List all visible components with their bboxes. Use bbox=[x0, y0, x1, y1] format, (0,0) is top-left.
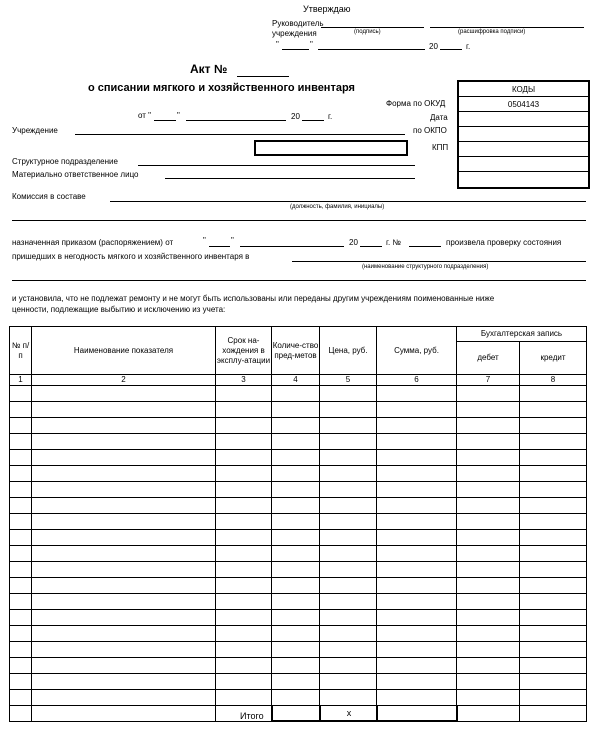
total-qty-cell[interactable] bbox=[272, 706, 321, 721]
commission-line[interactable] bbox=[110, 201, 586, 202]
table-cell[interactable] bbox=[32, 626, 216, 642]
col-num-header: № п/п bbox=[10, 327, 32, 375]
unit-line-2[interactable] bbox=[12, 280, 586, 281]
table-cell[interactable] bbox=[272, 658, 320, 674]
table-cell[interactable] bbox=[216, 482, 272, 498]
table-cell[interactable] bbox=[320, 610, 377, 626]
table-cell[interactable] bbox=[457, 498, 520, 514]
table-cell[interactable] bbox=[32, 546, 216, 562]
table-cell[interactable] bbox=[520, 562, 587, 578]
order-number-line[interactable] bbox=[409, 246, 441, 247]
table-cell[interactable] bbox=[272, 626, 320, 642]
table-cell[interactable] bbox=[10, 642, 32, 658]
table-cell[interactable] bbox=[32, 594, 216, 610]
table-cell[interactable] bbox=[216, 418, 272, 434]
col-credit-header: кредит bbox=[520, 342, 587, 375]
table-cell[interactable] bbox=[320, 402, 377, 418]
table-cell[interactable] bbox=[32, 498, 216, 514]
table-row bbox=[10, 546, 587, 562]
table-cell[interactable] bbox=[377, 642, 457, 658]
okpo-cell[interactable] bbox=[459, 127, 588, 142]
table-cell[interactable] bbox=[216, 674, 272, 690]
act-date-quote: " bbox=[177, 111, 180, 120]
table-row bbox=[10, 466, 587, 482]
table-cell[interactable] bbox=[10, 514, 32, 530]
table-cell[interactable] bbox=[32, 706, 216, 722]
table-cell[interactable] bbox=[520, 418, 587, 434]
table-cell[interactable] bbox=[272, 690, 320, 706]
head-signature-line[interactable] bbox=[321, 27, 424, 28]
table-cell[interactable] bbox=[216, 562, 272, 578]
table-cell[interactable] bbox=[377, 594, 457, 610]
table-row bbox=[10, 450, 587, 466]
head-label-line2: учреждения bbox=[272, 29, 317, 38]
table-body bbox=[10, 386, 587, 722]
table-cell[interactable] bbox=[216, 610, 272, 626]
okpo-label: по ОКПО bbox=[413, 126, 447, 135]
table-row bbox=[10, 418, 587, 434]
column-number-cell: 5 bbox=[320, 375, 377, 386]
order-text: назначенная приказом (распоряжением) от bbox=[12, 238, 174, 247]
col-debit-header: дебет bbox=[457, 342, 520, 375]
table-cell[interactable] bbox=[457, 594, 520, 610]
table-cell[interactable] bbox=[272, 482, 320, 498]
order-month-line[interactable] bbox=[240, 246, 344, 247]
table-cell[interactable] bbox=[272, 498, 320, 514]
table-cell[interactable] bbox=[216, 402, 272, 418]
table-cell[interactable] bbox=[320, 450, 377, 466]
approval-year-prefix: 20 bbox=[429, 42, 438, 51]
table-cell[interactable] bbox=[520, 642, 587, 658]
table-row bbox=[10, 626, 587, 642]
table-cell[interactable] bbox=[272, 450, 320, 466]
kpp-cell[interactable] bbox=[459, 157, 588, 172]
table-cell[interactable] bbox=[320, 674, 377, 690]
table-cell[interactable] bbox=[520, 690, 587, 706]
table-cell[interactable] bbox=[320, 690, 377, 706]
table-cell[interactable] bbox=[520, 594, 587, 610]
order-year-line[interactable] bbox=[360, 246, 382, 247]
order-tail: произвела проверку состояния bbox=[446, 238, 562, 247]
table-cell[interactable] bbox=[32, 610, 216, 626]
table-cell[interactable] bbox=[32, 578, 216, 594]
table-cell[interactable] bbox=[377, 434, 457, 450]
codes-box bbox=[457, 80, 590, 189]
act-year-line[interactable] bbox=[302, 120, 324, 121]
table-cell[interactable] bbox=[320, 546, 377, 562]
table-row bbox=[10, 674, 587, 690]
commission-line-2[interactable] bbox=[12, 220, 586, 221]
table-cell[interactable] bbox=[216, 626, 272, 642]
decoding-caption: (расшифровка подписи) bbox=[458, 29, 526, 35]
table-cell[interactable] bbox=[520, 610, 587, 626]
table-cell[interactable] bbox=[32, 530, 216, 546]
column-number-row bbox=[10, 375, 587, 386]
approval-year-line[interactable] bbox=[440, 49, 462, 50]
table-row bbox=[10, 594, 587, 610]
table-row bbox=[10, 514, 587, 530]
table-cell[interactable] bbox=[457, 434, 520, 450]
table-cell[interactable] bbox=[520, 482, 587, 498]
table-cell[interactable] bbox=[10, 594, 32, 610]
table-cell[interactable] bbox=[10, 466, 32, 482]
table-cell[interactable] bbox=[377, 402, 457, 418]
table-cell[interactable] bbox=[457, 386, 520, 402]
responsible-line[interactable] bbox=[165, 178, 415, 179]
table-cell[interactable] bbox=[216, 578, 272, 594]
act-month-line[interactable] bbox=[186, 120, 286, 121]
commission-label: Комиссия в составе bbox=[12, 192, 86, 201]
table-cell[interactable] bbox=[377, 482, 457, 498]
table-cell[interactable] bbox=[10, 402, 32, 418]
table-cell[interactable] bbox=[320, 434, 377, 450]
date-cell[interactable] bbox=[459, 112, 588, 127]
table-cell[interactable] bbox=[272, 386, 320, 402]
table-cell[interactable] bbox=[457, 626, 520, 642]
table-cell[interactable] bbox=[457, 658, 520, 674]
table-cell[interactable] bbox=[377, 610, 457, 626]
inventory-table bbox=[9, 326, 587, 722]
act-date-from: от " bbox=[138, 111, 151, 120]
table-cell[interactable] bbox=[457, 482, 520, 498]
table-row bbox=[10, 402, 587, 418]
approval-title: Утверждаю bbox=[303, 4, 351, 14]
table-cell[interactable] bbox=[520, 498, 587, 514]
order-day-line[interactable] bbox=[209, 246, 230, 247]
table-cell[interactable] bbox=[32, 482, 216, 498]
column-number-cell: 8 bbox=[520, 375, 587, 386]
act-year-prefix: 20 bbox=[291, 112, 300, 121]
col-price-header: Цена, руб. bbox=[320, 327, 377, 375]
table-cell[interactable] bbox=[10, 530, 32, 546]
table-cell[interactable] bbox=[32, 450, 216, 466]
unfit-text: пришедших в негодность мягкого и хозяйственного инвентаря в bbox=[12, 252, 250, 261]
table-cell[interactable] bbox=[216, 466, 272, 482]
table-cell[interactable] bbox=[377, 530, 457, 546]
table-cell[interactable] bbox=[377, 450, 457, 466]
table-cell[interactable] bbox=[272, 546, 320, 562]
column-number-cell: 1 bbox=[10, 375, 32, 386]
table-cell[interactable] bbox=[377, 498, 457, 514]
table-cell[interactable] bbox=[520, 386, 587, 402]
unit-caption: (наименование структурного подразделения) bbox=[362, 264, 489, 270]
table-cell[interactable] bbox=[10, 418, 32, 434]
table-cell[interactable] bbox=[320, 530, 377, 546]
table-cell[interactable] bbox=[32, 434, 216, 450]
order-quote-1: " bbox=[203, 236, 206, 245]
institution-line[interactable] bbox=[75, 134, 405, 135]
kpp-field-box[interactable] bbox=[254, 140, 408, 156]
table-cell[interactable] bbox=[377, 578, 457, 594]
table-cell[interactable] bbox=[457, 402, 520, 418]
table-cell[interactable] bbox=[216, 546, 272, 562]
col-sum-header: Сумма, руб. bbox=[377, 327, 457, 375]
table-cell[interactable] bbox=[272, 610, 320, 626]
table-cell[interactable] bbox=[457, 674, 520, 690]
table-cell[interactable] bbox=[457, 642, 520, 658]
act-year-suffix: г. bbox=[328, 112, 333, 121]
table-cell[interactable] bbox=[10, 610, 32, 626]
table-row bbox=[10, 690, 587, 706]
column-number-cell: 2 bbox=[32, 375, 216, 386]
table-cell[interactable] bbox=[32, 674, 216, 690]
codes-header: КОДЫ bbox=[459, 82, 588, 97]
table-row bbox=[10, 386, 587, 402]
table-cell[interactable] bbox=[32, 386, 216, 402]
table-cell[interactable] bbox=[520, 706, 587, 722]
okud-label: Форма по ОКУД bbox=[386, 99, 446, 108]
table-cell[interactable] bbox=[457, 690, 520, 706]
table-cell[interactable] bbox=[377, 690, 457, 706]
table-cell[interactable] bbox=[272, 418, 320, 434]
table-cell[interactable] bbox=[377, 674, 457, 690]
table-cell[interactable] bbox=[10, 578, 32, 594]
table-cell[interactable] bbox=[10, 658, 32, 674]
table-cell[interactable] bbox=[320, 562, 377, 578]
table-cell[interactable] bbox=[272, 674, 320, 690]
table-cell[interactable] bbox=[520, 626, 587, 642]
table-cell[interactable] bbox=[272, 514, 320, 530]
table-cell[interactable] bbox=[216, 434, 272, 450]
okud-cell: 0504143 bbox=[459, 97, 588, 112]
table-row bbox=[10, 658, 587, 674]
order-number-label: г. № bbox=[386, 238, 401, 247]
table-cell[interactable] bbox=[272, 642, 320, 658]
table-cell[interactable] bbox=[457, 578, 520, 594]
act-title: Акт № bbox=[190, 62, 228, 76]
table-cell[interactable] bbox=[320, 658, 377, 674]
table-cell[interactable] bbox=[457, 466, 520, 482]
table-cell[interactable] bbox=[216, 690, 272, 706]
table-row bbox=[10, 530, 587, 546]
table-cell[interactable] bbox=[32, 514, 216, 530]
table-cell[interactable] bbox=[272, 530, 320, 546]
table-cell[interactable] bbox=[10, 482, 32, 498]
act-number-line[interactable] bbox=[237, 76, 289, 77]
col-term-header: Срок на-хождения в эксплу-атации bbox=[216, 327, 272, 375]
table-cell[interactable] bbox=[10, 674, 32, 690]
table-cell[interactable] bbox=[320, 594, 377, 610]
table-cell[interactable] bbox=[320, 514, 377, 530]
act-day-line[interactable] bbox=[154, 120, 176, 121]
subdivision-label: Структурное подразделение bbox=[12, 157, 118, 166]
table-cell[interactable] bbox=[216, 514, 272, 530]
table-row bbox=[10, 498, 587, 514]
table-cell[interactable] bbox=[272, 562, 320, 578]
approval-quote-close: " bbox=[310, 40, 313, 49]
table-cell[interactable] bbox=[216, 450, 272, 466]
table-cell[interactable] bbox=[32, 466, 216, 482]
table-cell[interactable] bbox=[377, 626, 457, 642]
total-sum-cell[interactable] bbox=[377, 706, 458, 721]
table-cell[interactable] bbox=[32, 642, 216, 658]
table-cell[interactable] bbox=[32, 402, 216, 418]
table-cell[interactable] bbox=[377, 546, 457, 562]
table-cell[interactable] bbox=[10, 498, 32, 514]
table-cell[interactable] bbox=[320, 386, 377, 402]
table-cell[interactable] bbox=[32, 658, 216, 674]
established-line-1: и установила, что не подлежат ремонту и не могут быть использованы или переданы другим учреждениям поименованные ниже bbox=[12, 294, 495, 303]
table-cell[interactable] bbox=[520, 674, 587, 690]
order-quote-2: " bbox=[231, 236, 234, 245]
table-row bbox=[10, 578, 587, 594]
table-row bbox=[10, 562, 587, 578]
table-cell[interactable] bbox=[320, 578, 377, 594]
table-cell[interactable] bbox=[10, 706, 32, 722]
table-cell[interactable] bbox=[377, 562, 457, 578]
table-cell[interactable] bbox=[320, 498, 377, 514]
table-cell[interactable] bbox=[520, 578, 587, 594]
table-cell[interactable] bbox=[377, 466, 457, 482]
table-cell[interactable] bbox=[457, 562, 520, 578]
head-decoding-line[interactable] bbox=[430, 27, 584, 28]
table-cell[interactable] bbox=[320, 482, 377, 498]
column-number-cell: 7 bbox=[457, 375, 520, 386]
table-cell[interactable] bbox=[457, 546, 520, 562]
table-cell[interactable] bbox=[216, 594, 272, 610]
signature-caption: (подпись) bbox=[354, 29, 381, 35]
table-cell[interactable] bbox=[272, 402, 320, 418]
table-cell[interactable] bbox=[32, 562, 216, 578]
table-row bbox=[10, 482, 587, 498]
col-qty-header: Количе-ство пред-метов bbox=[272, 327, 320, 375]
table-cell[interactable] bbox=[520, 530, 587, 546]
institution-label: Учреждение bbox=[12, 126, 58, 135]
table-cell[interactable] bbox=[457, 514, 520, 530]
total-label: Итого bbox=[240, 711, 264, 721]
responsible-label: Материально ответственное лицо bbox=[12, 170, 139, 179]
column-number-cell: 3 bbox=[216, 375, 272, 386]
table-cell[interactable] bbox=[10, 546, 32, 562]
table-cell[interactable] bbox=[520, 402, 587, 418]
unit-line[interactable] bbox=[292, 261, 586, 262]
commission-caption: (должность, фамилия, инициалы) bbox=[290, 204, 385, 210]
table-cell[interactable] bbox=[216, 498, 272, 514]
approval-quote-open: " bbox=[276, 40, 279, 49]
table-row bbox=[10, 610, 587, 626]
table-cell[interactable] bbox=[457, 450, 520, 466]
order-year: 20 bbox=[349, 238, 358, 247]
table-cell[interactable] bbox=[457, 530, 520, 546]
table-cell[interactable] bbox=[272, 434, 320, 450]
empty-code-cell-2[interactable] bbox=[459, 172, 588, 187]
approval-month-line[interactable] bbox=[318, 49, 425, 50]
head-label-line1: Руководитель bbox=[272, 19, 324, 28]
table-cell[interactable] bbox=[10, 434, 32, 450]
table-cell[interactable] bbox=[10, 450, 32, 466]
table-cell[interactable] bbox=[320, 626, 377, 642]
table-cell[interactable] bbox=[10, 386, 32, 402]
total-price-cell: х bbox=[320, 706, 378, 721]
table-cell[interactable] bbox=[520, 450, 587, 466]
approval-day-line[interactable] bbox=[282, 49, 309, 50]
empty-code-cell[interactable] bbox=[459, 142, 588, 157]
col-accounting-header: Бухгалтерская запись bbox=[457, 327, 587, 342]
table-cell[interactable] bbox=[10, 562, 32, 578]
table-cell[interactable] bbox=[10, 626, 32, 642]
date-label: Дата bbox=[430, 113, 448, 122]
table-cell[interactable] bbox=[377, 386, 457, 402]
table-cell[interactable] bbox=[216, 530, 272, 546]
table-cell[interactable] bbox=[320, 642, 377, 658]
table-cell[interactable] bbox=[457, 706, 520, 722]
table-cell[interactable] bbox=[520, 434, 587, 450]
table-cell[interactable] bbox=[457, 418, 520, 434]
table-cell[interactable] bbox=[272, 594, 320, 610]
table-cell[interactable] bbox=[320, 466, 377, 482]
table-cell[interactable] bbox=[216, 642, 272, 658]
table-cell[interactable] bbox=[377, 658, 457, 674]
column-number-cell: 6 bbox=[377, 375, 457, 386]
established-line-2: ценности, подлежащие выбытию и исключению из учета: bbox=[12, 305, 226, 314]
table-row bbox=[10, 434, 587, 450]
approval-year-suffix: г. bbox=[466, 42, 471, 51]
table-cell[interactable] bbox=[272, 466, 320, 482]
table-cell[interactable] bbox=[32, 418, 216, 434]
table-cell[interactable] bbox=[10, 690, 32, 706]
table-cell[interactable] bbox=[520, 546, 587, 562]
kpp-label: КПП bbox=[432, 143, 449, 152]
table-cell[interactable] bbox=[457, 610, 520, 626]
table-cell[interactable] bbox=[520, 466, 587, 482]
table-cell[interactable] bbox=[520, 514, 587, 530]
column-number-cell: 4 bbox=[272, 375, 320, 386]
table-cell[interactable] bbox=[377, 418, 457, 434]
table-cell[interactable] bbox=[216, 658, 272, 674]
table-cell[interactable] bbox=[32, 690, 216, 706]
table-row bbox=[10, 642, 587, 658]
table-cell[interactable] bbox=[320, 418, 377, 434]
col-name-header: Наименование показателя bbox=[32, 327, 216, 375]
table-cell[interactable] bbox=[216, 386, 272, 402]
subdivision-line[interactable] bbox=[138, 165, 415, 166]
table-cell[interactable] bbox=[377, 514, 457, 530]
act-subtitle: о списании мягкого и хозяйственного инвентаря bbox=[88, 82, 355, 94]
table-cell[interactable] bbox=[272, 578, 320, 594]
table-cell[interactable] bbox=[520, 658, 587, 674]
